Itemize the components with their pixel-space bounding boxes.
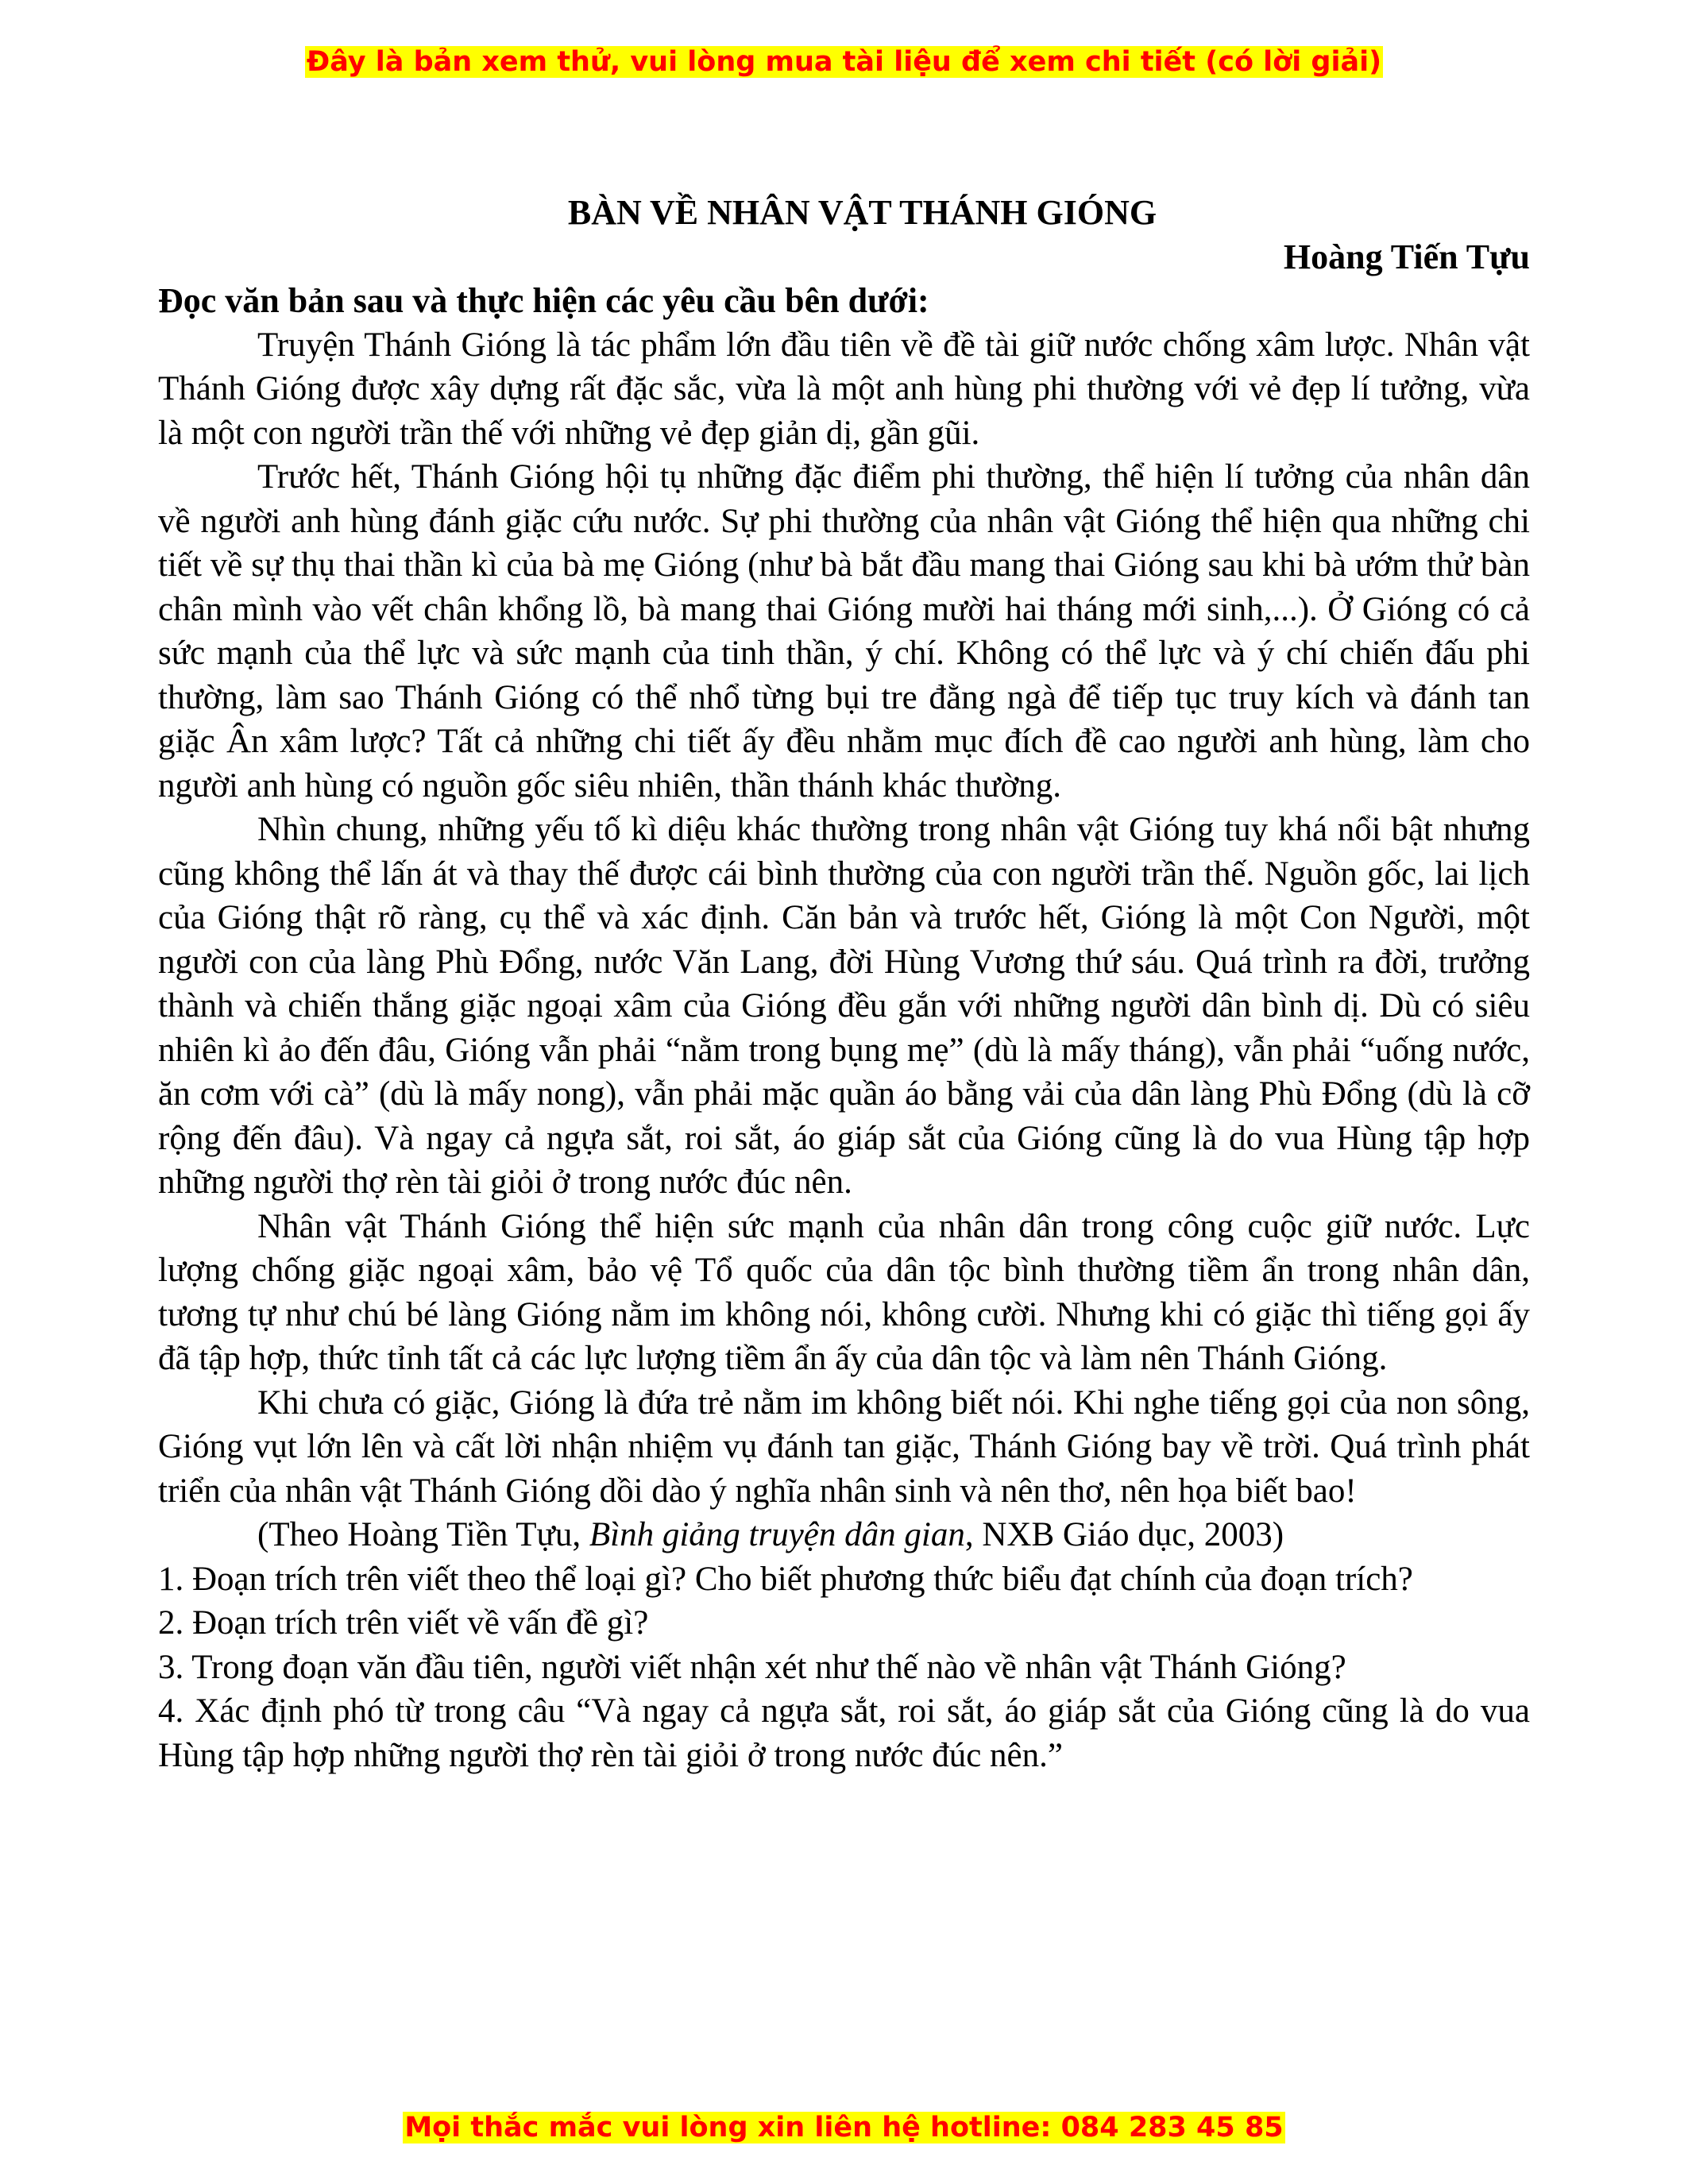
document-title: BÀN VỀ NHÂN VẬT THÁNH GIÓNG <box>567 193 1157 232</box>
paragraph-2: Trước hết, Thánh Gióng hội tụ những đặc điểm phi thường, thể hiện lí tưởng của nhân dân về người anh hùng đánh giặc cứu nước. Sự phi thường của nhân vật Gióng thể hiện qua những chi tiết về sự thụ thai thần kì của bà mẹ Gióng (như bà bắt đầu mang thai Gióng sau khi bà ướm thử bàn chân mình vào vết chân khổng lồ, bà mang thai Gióng mười hai tháng mới sinh,...). Ở Gióng có cả sức mạnh của thể lực và sức mạnh của tinh thần, ý chí. Không có thể lực và ý chí chiến đấu phi thường, làm sao Thánh Gióng có thể nhổ từng bụi tre đằng ngà để tiếp tục truy kích và đánh tan giặc Ân xâm lược? Tất cả những chi tiết ấy đều nhằm mục đích đề cao người anh hùng, làm cho người anh hùng có nguồn gốc siêu nhiên, thần thánh khác thường. <box>158 458 1530 805</box>
hotline-notice-text: Mọi thắc mắc vui lòng xin liên hệ hotline: 084 283 45 85 <box>404 2112 1284 2143</box>
question-1: 1. Đoạn trích trên viết theo thể loại gì? Cho biết phương thức biểu đạt chính của đoạn trích? <box>158 1560 1413 1598</box>
question-4: 4. Xác định phó từ trong câu “Và ngay cả ngựa sắt, roi sắt, áo giáp sắt của Gióng cũng là do vua Hùng tập hợp những người thợ rèn tài giỏi ở trong nước đúc nên.” <box>158 1692 1530 1774</box>
source-book-title: Bình giảng truyện dân gian <box>589 1516 965 1553</box>
hotline-notice-banner <box>0 2109 1688 2147</box>
paragraph-1: Truyện Thánh Gióng là tác phẩm lớn đầu tiên về đề tài giữ nước chống xâm lược. Nhân vật Thánh Gióng được xây dựng rất đặc sắc, vừa là một anh hùng phi thường với vẻ đẹp lí tưởng, vừa là một con người trần thế với những vẻ đẹp giản dị, gần gũi. <box>158 326 1530 452</box>
preview-notice-text: Đây là bản xem thử, vui lòng mua tài liệu để xem chi tiết (có lời giải) <box>306 46 1382 78</box>
question-2: 2. Đoạn trích trên viết về vấn đề gì? <box>158 1604 649 1642</box>
source-citation <box>158 1513 1530 1557</box>
reading-instruction: Đọc văn bản sau và thực hiện các yêu cầu bên dưới: <box>158 281 929 320</box>
preview-notice-banner <box>0 43 1688 81</box>
source-prefix: (Theo Hoàng Tiền Tựu, <box>257 1516 589 1553</box>
paragraph-4: Nhân vật Thánh Gióng thể hiện sức mạnh của nhân dân trong công cuộc giữ nước. Lực lượng chống giặc ngoại xâm, bảo vệ Tổ quốc của dân tộc bình thường tiềm ẩn trong nhân dân, tương tự như chú bé làng Gióng nằm im không nói, không cười. Nhưng khi có giặc thì tiếng gọi ấy đã tập hợp, thức tỉnh tất cả các lực lượng tiềm ẩn ấy của dân tộc và làm nên Thánh Gióng. <box>158 1207 1530 1377</box>
source-suffix: , NXB Giáo dục, 2003) <box>964 1516 1284 1553</box>
question-3: 3. Trong đoạn văn đầu tiên, người viết nhận xét như thế nào về nhân vật Thánh Gióng? <box>158 1648 1346 1686</box>
paragraph-5: Khi chưa có giặc, Gióng là đứa trẻ nằm im không biết nói. Khi nghe tiếng gọi của non sông, Gióng vụt lớn lên và cất lời nhận nhiệm vụ đánh tan giặc, Thánh Gióng bay về trời. Quá trình phát triển của nhân vật Thánh Gióng dồi dào ý nghĩa nhân sinh và nên thơ, nên họa biết bao! <box>158 1383 1530 1510</box>
document-author: Hoàng Tiến Tựu <box>1283 237 1530 276</box>
paragraph-3: Nhìn chung, những yếu tố kì diệu khác thường trong nhân vật Gióng tuy khá nổi bật nhưng cũng không thể lấn át và thay thế được cái bình thường của con người trần thế. Nguồn gốc, lai lịch của Gióng thật rõ ràng, cụ thể và xác định. Căn bản và trước hết, Gióng là một Con Người, một người con của làng Phù Đổng, nước Văn Lang, đời Hùng Vương thứ sáu. Quá trình ra đời, trưởng thành và chiến thắng giặc ngoại xâm của Gióng đều gắn với những người dân bình dị. Dù có siêu nhiên kì ảo đến đâu, Gióng vẫn phải “nằm trong bụng mẹ” (dù là mấy tháng), vẫn phải “uống nước, ăn cơm với cà” (dù là mấy nong), vẫn phải mặc quần áo bằng vải của dân làng Phù Đổng (dù là cỡ rộng đến đâu). Và ngay cả ngựa sắt, roi sắt, áo giáp sắt của Gióng cũng là do vua Hùng tập hợp những người thợ rèn tài giỏi ở trong nước đúc nên. <box>158 811 1530 1201</box>
document-body <box>158 191 1530 1777</box>
